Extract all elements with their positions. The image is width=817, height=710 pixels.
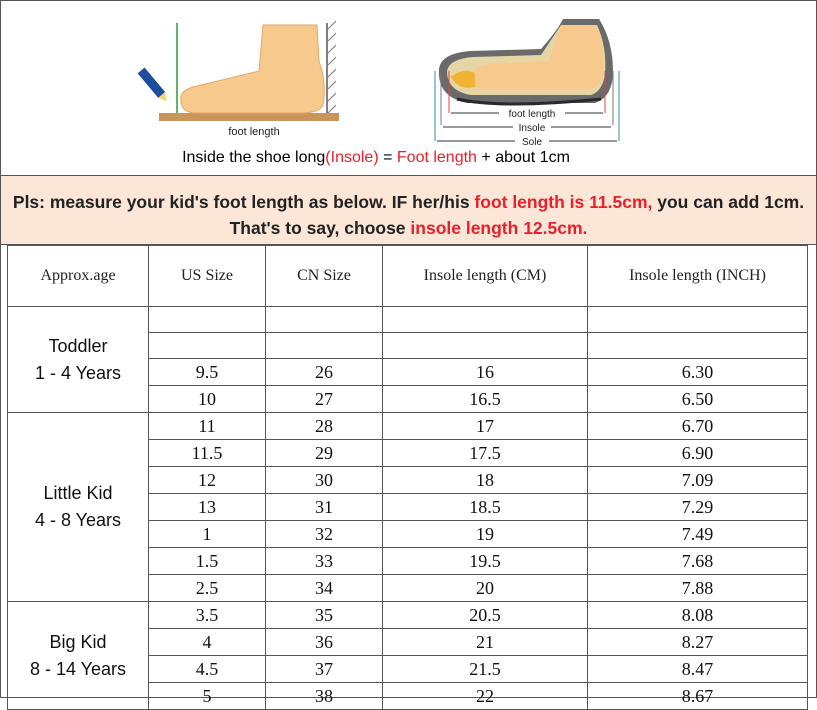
cn-size-cell: 30 xyxy=(266,467,383,494)
shoe-insole-illustration xyxy=(435,19,619,148)
notice-middle: you can add 1cm. That's to say, choose xyxy=(229,192,805,238)
cn-size-cell: 31 xyxy=(266,494,383,521)
insole-cm-cell: 20 xyxy=(383,575,588,602)
us-size-cell: 13 xyxy=(149,494,266,521)
notice-intro: Pls: measure your kid's foot length as below. IF her/his xyxy=(12,192,475,212)
measurement-caption xyxy=(1,149,751,167)
us-size-cell: 11 xyxy=(149,413,266,440)
group-toddler xyxy=(8,307,149,413)
group-big-kid xyxy=(8,602,149,710)
measure-notice xyxy=(1,175,816,245)
insole-cm-cell: 20.5 xyxy=(383,602,588,629)
insole-inch-cell: 8.67 xyxy=(588,683,808,710)
insole-cm-cell: 17 xyxy=(383,413,588,440)
header-insole-inch: Insole length (INCH) xyxy=(588,246,808,307)
cn-size-cell: 35 xyxy=(266,602,383,629)
insole-inch-cell: 6.90 xyxy=(588,440,808,467)
age-group-name: Little Kid xyxy=(43,483,113,503)
insole-cm-cell: 19 xyxy=(383,521,588,548)
size-table xyxy=(7,245,808,710)
table-body xyxy=(8,307,808,710)
insole-inch-cell: 8.08 xyxy=(588,602,808,629)
insole-cm-cell: 16.5 xyxy=(383,386,588,413)
us-size-cell: 2.5 xyxy=(149,575,266,602)
header-insole-cm: Insole length (CM) xyxy=(383,246,588,307)
age-group-name: Big Kid xyxy=(49,631,107,652)
table-row xyxy=(8,307,808,333)
left-foot-length-label: foot length xyxy=(228,126,280,138)
cn-size-cell: 27 xyxy=(266,386,383,413)
age-group-range: 8 - 14 Years xyxy=(29,658,127,679)
caption-text: Inside the shoe long xyxy=(182,149,326,166)
age-group-range: 4 - 8 Years xyxy=(34,510,122,530)
insole-inch-cell: 6.50 xyxy=(588,386,808,413)
cn-size-cell xyxy=(266,307,383,333)
insole-inch-cell: 7.49 xyxy=(588,521,808,548)
age-group-name: Toddler xyxy=(48,335,108,356)
cn-size-cell: 36 xyxy=(266,629,383,656)
caption-insole: (Insole) xyxy=(325,149,379,166)
header-cn-size: CN Size xyxy=(266,246,383,307)
right-foot-length-label: foot length xyxy=(508,109,556,120)
insole-cm-cell: 21.5 xyxy=(383,656,588,683)
us-size-cell: 10 xyxy=(149,386,266,413)
insole-cm-cell: 17.5 xyxy=(383,440,588,467)
cn-size-cell xyxy=(266,333,383,359)
notice-foot-length: foot length is 11.5cm, xyxy=(474,192,653,212)
caption-tail: + about 1cm xyxy=(476,149,570,166)
insole-inch-cell: 6.30 xyxy=(588,359,808,386)
cn-size-cell: 29 xyxy=(266,440,383,467)
insole-inch-cell: 7.09 xyxy=(588,467,808,494)
us-size-cell: 12 xyxy=(149,467,266,494)
insole-cm-cell: 19.5 xyxy=(383,548,588,575)
us-size-cell: 1.5 xyxy=(149,548,266,575)
insole-cm-cell: 18 xyxy=(383,467,588,494)
group-little-kid xyxy=(8,413,149,602)
table-row xyxy=(8,413,808,440)
us-size-cell: 1 xyxy=(149,521,266,548)
insole-inch-cell: 7.88 xyxy=(588,575,808,602)
us-size-cell: 9.5 xyxy=(149,359,266,386)
insole-cm-cell: 21 xyxy=(383,629,588,656)
insole-inch-cell: 8.47 xyxy=(588,656,808,683)
cn-size-cell: 26 xyxy=(266,359,383,386)
insole-cm-cell: 22 xyxy=(383,683,588,710)
insole-cm-cell: 18.5 xyxy=(383,494,588,521)
caption-equals: = xyxy=(378,149,397,166)
insole-inch-cell: 7.29 xyxy=(588,494,808,521)
header-us-size: US Size xyxy=(149,246,266,307)
insole-inch-cell xyxy=(588,307,808,333)
notice-insole-length: insole length 12.5cm. xyxy=(410,218,588,238)
us-size-cell: 4 xyxy=(149,629,266,656)
cn-size-cell: 33 xyxy=(266,548,383,575)
cn-size-cell: 34 xyxy=(266,575,383,602)
insole-cm-cell xyxy=(383,307,588,333)
foot-length-illustration xyxy=(138,21,339,138)
sole-label: Sole xyxy=(521,137,543,148)
notice-text xyxy=(1,176,816,241)
age-group-range: 1 - 4 Years xyxy=(34,362,122,383)
cn-size-cell: 28 xyxy=(266,413,383,440)
us-size-cell xyxy=(149,307,266,333)
cn-size-cell: 32 xyxy=(266,521,383,548)
us-size-cell: 5 xyxy=(149,683,266,710)
us-size-cell: 4.5 xyxy=(149,656,266,683)
insole-inch-cell: 7.68 xyxy=(588,548,808,575)
insole-inch-cell: 6.70 xyxy=(588,413,808,440)
table-header-row xyxy=(8,246,808,307)
insole-label: Insole xyxy=(518,123,546,134)
cn-size-cell: 37 xyxy=(266,656,383,683)
insole-inch-cell: 8.27 xyxy=(588,629,808,656)
us-size-cell xyxy=(149,333,266,359)
cn-size-cell: 38 xyxy=(266,683,383,710)
us-size-cell: 3.5 xyxy=(149,602,266,629)
header-approx-age: Approx.age xyxy=(8,246,149,307)
caption-foot-length: Foot length xyxy=(396,149,477,166)
us-size-cell: 11.5 xyxy=(149,440,266,467)
insole-cm-cell: 16 xyxy=(383,359,588,386)
table-row xyxy=(8,602,808,629)
insole-inch-cell xyxy=(588,333,808,359)
insole-cm-cell xyxy=(383,333,588,359)
